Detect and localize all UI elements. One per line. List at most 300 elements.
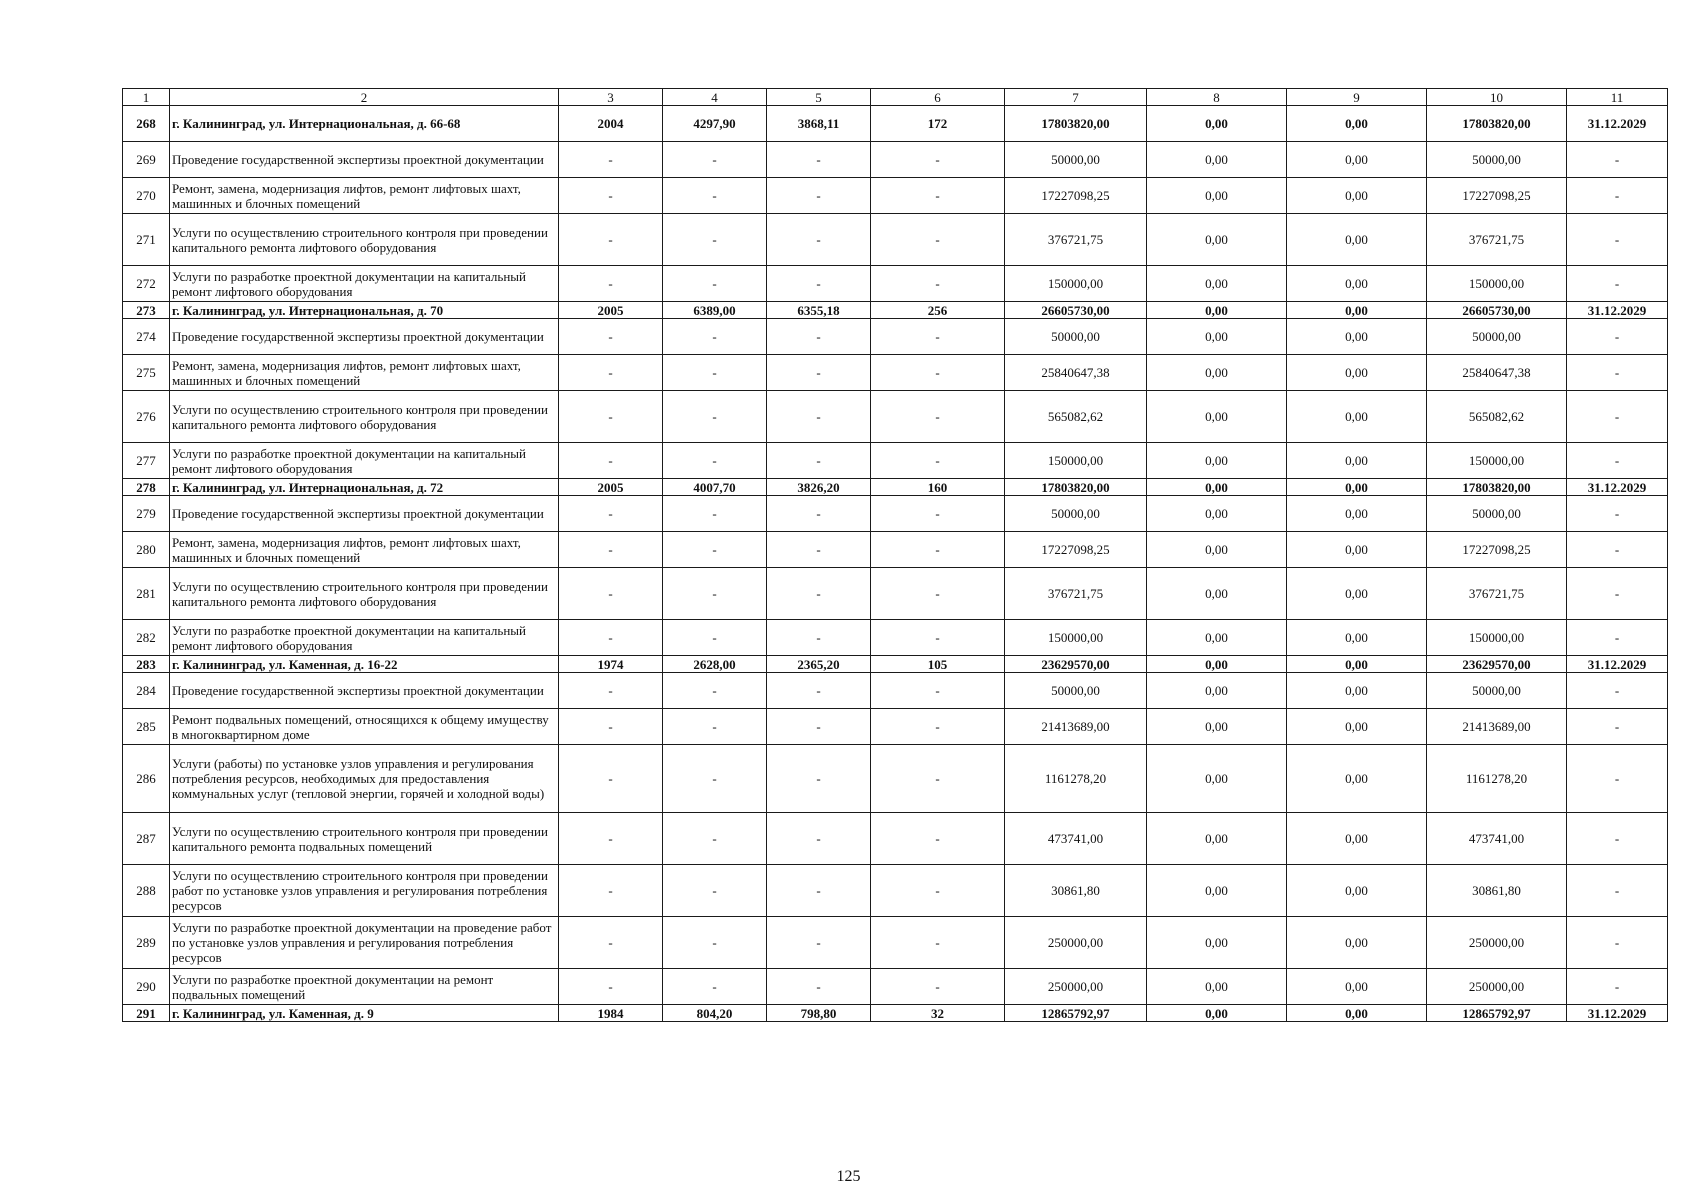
cell-year: - bbox=[559, 319, 663, 355]
cell-cost-col-10: 1161278,20 bbox=[1427, 745, 1567, 813]
cell-area-living: - bbox=[767, 319, 871, 355]
work-item-row bbox=[123, 620, 1668, 656]
cell-cost-col-8: 0,00 bbox=[1147, 1005, 1287, 1022]
cell-area-living: - bbox=[767, 443, 871, 479]
cell-cost-col-10: 17227098,25 bbox=[1427, 532, 1567, 568]
address-row bbox=[123, 656, 1668, 673]
cell-area-total: - bbox=[663, 709, 767, 745]
cell-year: - bbox=[559, 214, 663, 266]
cell-cost-col-8: 0,00 bbox=[1147, 917, 1287, 969]
cell-total-cost: 565082,62 bbox=[1005, 391, 1147, 443]
work-item-row bbox=[123, 813, 1668, 865]
cell-year: - bbox=[559, 178, 663, 214]
cell-cost-col-8: 0,00 bbox=[1147, 319, 1287, 355]
column-header-7: 7 bbox=[1005, 89, 1147, 106]
cell-row-number: 270 bbox=[123, 178, 170, 214]
cell-description: Проведение государственной экспертизы проектной документации bbox=[170, 673, 559, 709]
cell-total-cost: 376721,75 bbox=[1005, 214, 1147, 266]
cell-cost-col-10: 250000,00 bbox=[1427, 969, 1567, 1005]
cell-deadline: 31.12.2029 bbox=[1567, 479, 1668, 496]
cell-year: - bbox=[559, 266, 663, 302]
cell-deadline: - bbox=[1567, 865, 1668, 917]
cell-area-total: - bbox=[663, 917, 767, 969]
cell-total-cost: 23629570,00 bbox=[1005, 656, 1147, 673]
cell-description: Услуги по разработке проектной документации на ремонт подвальных помещений bbox=[170, 969, 559, 1005]
cell-description: Проведение государственной экспертизы проектной документации bbox=[170, 319, 559, 355]
cell-area-living: 6355,18 bbox=[767, 302, 871, 319]
cell-row-number: 272 bbox=[123, 266, 170, 302]
cell-area-living: 798,80 bbox=[767, 1005, 871, 1022]
cell-deadline: - bbox=[1567, 620, 1668, 656]
cell-residents: - bbox=[871, 443, 1005, 479]
cell-area-living: - bbox=[767, 532, 871, 568]
cell-residents: - bbox=[871, 319, 1005, 355]
cell-cost-col-10: 25840647,38 bbox=[1427, 355, 1567, 391]
cell-deadline: - bbox=[1567, 709, 1668, 745]
cell-deadline: - bbox=[1567, 214, 1668, 266]
cell-row-number: 285 bbox=[123, 709, 170, 745]
work-item-row bbox=[123, 865, 1668, 917]
cell-year: - bbox=[559, 443, 663, 479]
cell-area-total: 6389,00 bbox=[663, 302, 767, 319]
cell-total-cost: 17227098,25 bbox=[1005, 532, 1147, 568]
cell-area-living: - bbox=[767, 266, 871, 302]
cell-total-cost: 150000,00 bbox=[1005, 620, 1147, 656]
cell-deadline: - bbox=[1567, 813, 1668, 865]
cell-area-total: - bbox=[663, 355, 767, 391]
cell-year: - bbox=[559, 142, 663, 178]
cell-area-total: - bbox=[663, 865, 767, 917]
cell-cost-col-9: 0,00 bbox=[1287, 969, 1427, 1005]
cell-cost-col-10: 26605730,00 bbox=[1427, 302, 1567, 319]
cell-cost-col-10: 150000,00 bbox=[1427, 266, 1567, 302]
cell-cost-col-10: 30861,80 bbox=[1427, 865, 1567, 917]
cell-deadline: - bbox=[1567, 355, 1668, 391]
work-item-row bbox=[123, 917, 1668, 969]
cell-residents: - bbox=[871, 813, 1005, 865]
cell-total-cost: 25840647,38 bbox=[1005, 355, 1147, 391]
cell-area-total: - bbox=[663, 178, 767, 214]
cell-cost-col-9: 0,00 bbox=[1287, 709, 1427, 745]
cell-area-total: - bbox=[663, 813, 767, 865]
cell-residents: 172 bbox=[871, 106, 1005, 142]
cell-cost-col-10: 150000,00 bbox=[1427, 443, 1567, 479]
cell-total-cost: 376721,75 bbox=[1005, 568, 1147, 620]
cell-row-number: 287 bbox=[123, 813, 170, 865]
cell-cost-col-8: 0,00 bbox=[1147, 443, 1287, 479]
cell-total-cost: 250000,00 bbox=[1005, 917, 1147, 969]
cell-deadline: - bbox=[1567, 266, 1668, 302]
cell-residents: 105 bbox=[871, 656, 1005, 673]
cell-cost-col-9: 0,00 bbox=[1287, 355, 1427, 391]
cell-cost-col-9: 0,00 bbox=[1287, 745, 1427, 813]
cell-cost-col-8: 0,00 bbox=[1147, 568, 1287, 620]
cell-total-cost: 30861,80 bbox=[1005, 865, 1147, 917]
cell-row-number: 280 bbox=[123, 532, 170, 568]
cell-deadline: 31.12.2029 bbox=[1567, 656, 1668, 673]
capital-repair-table bbox=[122, 88, 1668, 1022]
cell-cost-col-8: 0,00 bbox=[1147, 532, 1287, 568]
cell-deadline: - bbox=[1567, 496, 1668, 532]
cell-residents: 160 bbox=[871, 479, 1005, 496]
cell-cost-col-9: 0,00 bbox=[1287, 142, 1427, 178]
cell-description: г. Калининград, ул. Интернациональная, д. 70 bbox=[170, 302, 559, 319]
cell-cost-col-9: 0,00 bbox=[1287, 620, 1427, 656]
cell-residents: - bbox=[871, 496, 1005, 532]
cell-area-total: - bbox=[663, 673, 767, 709]
cell-residents: - bbox=[871, 969, 1005, 1005]
cell-deadline: - bbox=[1567, 745, 1668, 813]
cell-total-cost: 26605730,00 bbox=[1005, 302, 1147, 319]
cell-deadline: - bbox=[1567, 178, 1668, 214]
cell-area-total: 4007,70 bbox=[663, 479, 767, 496]
cell-area-total: - bbox=[663, 745, 767, 813]
column-header-5: 5 bbox=[767, 89, 871, 106]
cell-description: Проведение государственной экспертизы проектной документации bbox=[170, 496, 559, 532]
cell-year: - bbox=[559, 355, 663, 391]
work-item-row bbox=[123, 142, 1668, 178]
work-item-row bbox=[123, 532, 1668, 568]
work-item-row bbox=[123, 319, 1668, 355]
cell-total-cost: 50000,00 bbox=[1005, 142, 1147, 178]
work-item-row bbox=[123, 673, 1668, 709]
cell-year: - bbox=[559, 391, 663, 443]
cell-cost-col-8: 0,00 bbox=[1147, 865, 1287, 917]
cell-deadline: - bbox=[1567, 568, 1668, 620]
column-header-8: 8 bbox=[1147, 89, 1287, 106]
cell-description: Услуги по разработке проектной документации на капитальный ремонт лифтового оборудования bbox=[170, 266, 559, 302]
cell-cost-col-8: 0,00 bbox=[1147, 302, 1287, 319]
cell-residents: - bbox=[871, 532, 1005, 568]
cell-area-total: - bbox=[663, 142, 767, 178]
cell-area-total: - bbox=[663, 266, 767, 302]
work-item-row bbox=[123, 355, 1668, 391]
cell-year: - bbox=[559, 969, 663, 1005]
cell-cost-col-10: 250000,00 bbox=[1427, 917, 1567, 969]
cell-total-cost: 250000,00 bbox=[1005, 969, 1147, 1005]
cell-cost-col-8: 0,00 bbox=[1147, 620, 1287, 656]
cell-area-living: - bbox=[767, 620, 871, 656]
cell-total-cost: 50000,00 bbox=[1005, 496, 1147, 532]
cell-year: 1984 bbox=[559, 1005, 663, 1022]
cell-residents: - bbox=[871, 355, 1005, 391]
cell-cost-col-9: 0,00 bbox=[1287, 1005, 1427, 1022]
cell-cost-col-9: 0,00 bbox=[1287, 813, 1427, 865]
cell-description: Услуги по осуществлению строительного контроля при проведении капитального ремонта подвальных помещений bbox=[170, 813, 559, 865]
cell-description: Ремонт, замена, модернизация лифтов, ремонт лифтовых шахт, машинных и блочных помещений bbox=[170, 178, 559, 214]
cell-row-number: 277 bbox=[123, 443, 170, 479]
cell-description: Ремонт, замена, модернизация лифтов, ремонт лифтовых шахт, машинных и блочных помещений bbox=[170, 532, 559, 568]
cell-deadline: - bbox=[1567, 319, 1668, 355]
cell-area-living: - bbox=[767, 865, 871, 917]
work-item-row bbox=[123, 391, 1668, 443]
cell-residents: - bbox=[871, 142, 1005, 178]
cell-cost-col-9: 0,00 bbox=[1287, 496, 1427, 532]
cell-area-total: - bbox=[663, 391, 767, 443]
cell-deadline: 31.12.2029 bbox=[1567, 106, 1668, 142]
address-row bbox=[123, 1005, 1668, 1022]
cell-cost-col-10: 50000,00 bbox=[1427, 496, 1567, 532]
cell-residents: - bbox=[871, 178, 1005, 214]
cell-year: - bbox=[559, 620, 663, 656]
cell-cost-col-9: 0,00 bbox=[1287, 178, 1427, 214]
cell-row-number: 281 bbox=[123, 568, 170, 620]
cell-description: Услуги по осуществлению строительного контроля при проведении капитального ремонта лифтового оборудования bbox=[170, 568, 559, 620]
cell-row-number: 274 bbox=[123, 319, 170, 355]
cell-cost-col-8: 0,00 bbox=[1147, 479, 1287, 496]
cell-cost-col-8: 0,00 bbox=[1147, 969, 1287, 1005]
cell-deadline: - bbox=[1567, 142, 1668, 178]
cell-description: г. Калининград, ул. Интернациональная, д. 72 bbox=[170, 479, 559, 496]
cell-cost-col-8: 0,00 bbox=[1147, 745, 1287, 813]
cell-area-living: - bbox=[767, 496, 871, 532]
cell-area-living: 2365,20 bbox=[767, 656, 871, 673]
cell-deadline: 31.12.2029 bbox=[1567, 1005, 1668, 1022]
cell-year: - bbox=[559, 709, 663, 745]
cell-cost-col-9: 0,00 bbox=[1287, 266, 1427, 302]
cell-cost-col-9: 0,00 bbox=[1287, 106, 1427, 142]
cell-area-living: - bbox=[767, 709, 871, 745]
cell-description: г. Калининград, ул. Интернациональная, д. 66-68 bbox=[170, 106, 559, 142]
cell-cost-col-10: 23629570,00 bbox=[1427, 656, 1567, 673]
cell-row-number: 268 bbox=[123, 106, 170, 142]
cell-row-number: 273 bbox=[123, 302, 170, 319]
work-item-row bbox=[123, 443, 1668, 479]
cell-cost-col-9: 0,00 bbox=[1287, 673, 1427, 709]
cell-description: Услуги по разработке проектной документации на проведение работ по установке узлов управления и регулирования потребления ресурсов bbox=[170, 917, 559, 969]
page-number: 125 bbox=[836, 1168, 861, 1185]
cell-year: - bbox=[559, 496, 663, 532]
cell-area-living: - bbox=[767, 813, 871, 865]
cell-area-living: 3826,20 bbox=[767, 479, 871, 496]
cell-year: 2004 bbox=[559, 106, 663, 142]
cell-cost-col-10: 50000,00 bbox=[1427, 142, 1567, 178]
cell-row-number: 288 bbox=[123, 865, 170, 917]
cell-total-cost: 150000,00 bbox=[1005, 443, 1147, 479]
cell-area-living: - bbox=[767, 142, 871, 178]
address-row bbox=[123, 302, 1668, 319]
cell-year: 1974 bbox=[559, 656, 663, 673]
cell-year: - bbox=[559, 568, 663, 620]
cell-area-living: - bbox=[767, 355, 871, 391]
cell-description: Услуги по разработке проектной документации на капитальный ремонт лифтового оборудования bbox=[170, 620, 559, 656]
cell-cost-col-9: 0,00 bbox=[1287, 214, 1427, 266]
cell-row-number: 276 bbox=[123, 391, 170, 443]
cell-cost-col-9: 0,00 bbox=[1287, 443, 1427, 479]
work-item-row bbox=[123, 969, 1668, 1005]
cell-area-total: - bbox=[663, 969, 767, 1005]
cell-residents: - bbox=[871, 673, 1005, 709]
cell-deadline: - bbox=[1567, 391, 1668, 443]
column-header-3: 3 bbox=[559, 89, 663, 106]
cell-area-total: 2628,00 bbox=[663, 656, 767, 673]
cell-description: г. Калининград, ул. Каменная, д. 9 bbox=[170, 1005, 559, 1022]
cell-area-living: - bbox=[767, 214, 871, 266]
column-number-header-row bbox=[123, 89, 1668, 106]
cell-description: Услуги по разработке проектной документации на капитальный ремонт лифтового оборудования bbox=[170, 443, 559, 479]
cell-deadline: - bbox=[1567, 673, 1668, 709]
cell-row-number: 290 bbox=[123, 969, 170, 1005]
cell-year: - bbox=[559, 532, 663, 568]
work-item-row bbox=[123, 214, 1668, 266]
column-header-11: 11 bbox=[1567, 89, 1668, 106]
cell-residents: 32 bbox=[871, 1005, 1005, 1022]
cell-area-living: - bbox=[767, 178, 871, 214]
cell-area-living: 3868,11 bbox=[767, 106, 871, 142]
cell-residents: - bbox=[871, 917, 1005, 969]
cell-row-number: 269 bbox=[123, 142, 170, 178]
cell-description: Услуги по осуществлению строительного контроля при проведении капитального ремонта лифтового оборудования bbox=[170, 214, 559, 266]
cell-cost-col-10: 50000,00 bbox=[1427, 673, 1567, 709]
cell-deadline: - bbox=[1567, 443, 1668, 479]
cell-total-cost: 12865792,97 bbox=[1005, 1005, 1147, 1022]
cell-cost-col-10: 21413689,00 bbox=[1427, 709, 1567, 745]
cell-year: - bbox=[559, 673, 663, 709]
cell-area-living: - bbox=[767, 391, 871, 443]
cell-cost-col-8: 0,00 bbox=[1147, 709, 1287, 745]
cell-deadline: - bbox=[1567, 917, 1668, 969]
cell-cost-col-8: 0,00 bbox=[1147, 673, 1287, 709]
cell-cost-col-9: 0,00 bbox=[1287, 391, 1427, 443]
cell-row-number: 271 bbox=[123, 214, 170, 266]
cell-total-cost: 1161278,20 bbox=[1005, 745, 1147, 813]
column-header-6: 6 bbox=[871, 89, 1005, 106]
cell-cost-col-8: 0,00 bbox=[1147, 142, 1287, 178]
cell-row-number: 284 bbox=[123, 673, 170, 709]
cell-row-number: 291 bbox=[123, 1005, 170, 1022]
cell-description: г. Калининград, ул. Каменная, д. 16-22 bbox=[170, 656, 559, 673]
cell-cost-col-8: 0,00 bbox=[1147, 496, 1287, 532]
cell-residents: - bbox=[871, 865, 1005, 917]
cell-row-number: 289 bbox=[123, 917, 170, 969]
cell-cost-col-9: 0,00 bbox=[1287, 319, 1427, 355]
work-item-row bbox=[123, 178, 1668, 214]
cell-total-cost: 17803820,00 bbox=[1005, 106, 1147, 142]
work-item-row bbox=[123, 266, 1668, 302]
cell-total-cost: 17227098,25 bbox=[1005, 178, 1147, 214]
cell-cost-col-8: 0,00 bbox=[1147, 391, 1287, 443]
cell-area-total: - bbox=[663, 319, 767, 355]
cell-area-living: - bbox=[767, 917, 871, 969]
cell-description: Проведение государственной экспертизы проектной документации bbox=[170, 142, 559, 178]
cell-area-total: - bbox=[663, 214, 767, 266]
cell-cost-col-9: 0,00 bbox=[1287, 479, 1427, 496]
cell-cost-col-10: 565082,62 bbox=[1427, 391, 1567, 443]
cell-cost-col-9: 0,00 bbox=[1287, 656, 1427, 673]
cell-row-number: 286 bbox=[123, 745, 170, 813]
cell-description: Услуги по осуществлению строительного контроля при проведении работ по установке узлов управления и регулирования потребления ресурсов bbox=[170, 865, 559, 917]
cell-year: - bbox=[559, 917, 663, 969]
cell-total-cost: 150000,00 bbox=[1005, 266, 1147, 302]
column-header-4: 4 bbox=[663, 89, 767, 106]
cell-residents: - bbox=[871, 709, 1005, 745]
cell-cost-col-9: 0,00 bbox=[1287, 302, 1427, 319]
cell-area-total: 804,20 bbox=[663, 1005, 767, 1022]
cell-residents: - bbox=[871, 745, 1005, 813]
cell-residents: - bbox=[871, 568, 1005, 620]
cell-area-total: - bbox=[663, 568, 767, 620]
cell-area-total: 4297,90 bbox=[663, 106, 767, 142]
cell-cost-col-10: 17227098,25 bbox=[1427, 178, 1567, 214]
column-header-1: 1 bbox=[123, 89, 170, 106]
cell-area-living: - bbox=[767, 568, 871, 620]
cell-deadline: - bbox=[1567, 969, 1668, 1005]
cell-total-cost: 50000,00 bbox=[1005, 319, 1147, 355]
cell-area-living: - bbox=[767, 969, 871, 1005]
cell-residents: 256 bbox=[871, 302, 1005, 319]
cell-cost-col-8: 0,00 bbox=[1147, 355, 1287, 391]
address-row bbox=[123, 479, 1668, 496]
cell-deadline: 31.12.2029 bbox=[1567, 302, 1668, 319]
cell-area-total: - bbox=[663, 532, 767, 568]
cell-description: Услуги (работы) по установке узлов управления и регулирования потребления ресурсов, необходимых для предоставления коммунальных услуг (тепловой энергии, горячей и холодной воды) bbox=[170, 745, 559, 813]
column-header-2: 2 bbox=[170, 89, 559, 106]
work-item-row bbox=[123, 709, 1668, 745]
cell-row-number: 283 bbox=[123, 656, 170, 673]
cell-cost-col-8: 0,00 bbox=[1147, 214, 1287, 266]
cell-area-total: - bbox=[663, 443, 767, 479]
cell-cost-col-10: 376721,75 bbox=[1427, 214, 1567, 266]
cell-year: 2005 bbox=[559, 479, 663, 496]
cell-cost-col-10: 376721,75 bbox=[1427, 568, 1567, 620]
cell-cost-col-8: 0,00 bbox=[1147, 813, 1287, 865]
cell-row-number: 282 bbox=[123, 620, 170, 656]
cell-year: 2005 bbox=[559, 302, 663, 319]
cell-cost-col-10: 50000,00 bbox=[1427, 319, 1567, 355]
cell-row-number: 275 bbox=[123, 355, 170, 391]
cell-residents: - bbox=[871, 391, 1005, 443]
cell-cost-col-10: 473741,00 bbox=[1427, 813, 1567, 865]
cell-residents: - bbox=[871, 214, 1005, 266]
work-item-row bbox=[123, 568, 1668, 620]
work-item-row bbox=[123, 496, 1668, 532]
cell-area-total: - bbox=[663, 620, 767, 656]
address-row bbox=[123, 106, 1668, 142]
cell-cost-col-9: 0,00 bbox=[1287, 917, 1427, 969]
cell-residents: - bbox=[871, 620, 1005, 656]
work-item-row bbox=[123, 745, 1668, 813]
cell-cost-col-9: 0,00 bbox=[1287, 568, 1427, 620]
cell-cost-col-8: 0,00 bbox=[1147, 266, 1287, 302]
cell-description: Услуги по осуществлению строительного контроля при проведении капитального ремонта лифтового оборудования bbox=[170, 391, 559, 443]
cell-description: Ремонт, замена, модернизация лифтов, ремонт лифтовых шахт, машинных и блочных помещений bbox=[170, 355, 559, 391]
cell-residents: - bbox=[871, 266, 1005, 302]
cell-deadline: - bbox=[1567, 532, 1668, 568]
cell-cost-col-8: 0,00 bbox=[1147, 178, 1287, 214]
cell-total-cost: 473741,00 bbox=[1005, 813, 1147, 865]
cell-total-cost: 50000,00 bbox=[1005, 673, 1147, 709]
cell-area-total: - bbox=[663, 496, 767, 532]
column-header-10: 10 bbox=[1427, 89, 1567, 106]
cell-year: - bbox=[559, 745, 663, 813]
cell-cost-col-9: 0,00 bbox=[1287, 532, 1427, 568]
cell-total-cost: 17803820,00 bbox=[1005, 479, 1147, 496]
cell-year: - bbox=[559, 813, 663, 865]
column-header-9: 9 bbox=[1287, 89, 1427, 106]
cell-cost-col-10: 17803820,00 bbox=[1427, 106, 1567, 142]
cell-cost-col-10: 17803820,00 bbox=[1427, 479, 1567, 496]
cell-cost-col-10: 150000,00 bbox=[1427, 620, 1567, 656]
cell-area-living: - bbox=[767, 673, 871, 709]
cell-cost-col-10: 12865792,97 bbox=[1427, 1005, 1567, 1022]
cell-row-number: 279 bbox=[123, 496, 170, 532]
cell-area-living: - bbox=[767, 745, 871, 813]
cell-year: - bbox=[559, 865, 663, 917]
cell-cost-col-8: 0,00 bbox=[1147, 106, 1287, 142]
cell-row-number: 278 bbox=[123, 479, 170, 496]
cell-cost-col-8: 0,00 bbox=[1147, 656, 1287, 673]
cell-description: Ремонт подвальных помещений, относящихся к общему имуществу в многоквартирном доме bbox=[170, 709, 559, 745]
